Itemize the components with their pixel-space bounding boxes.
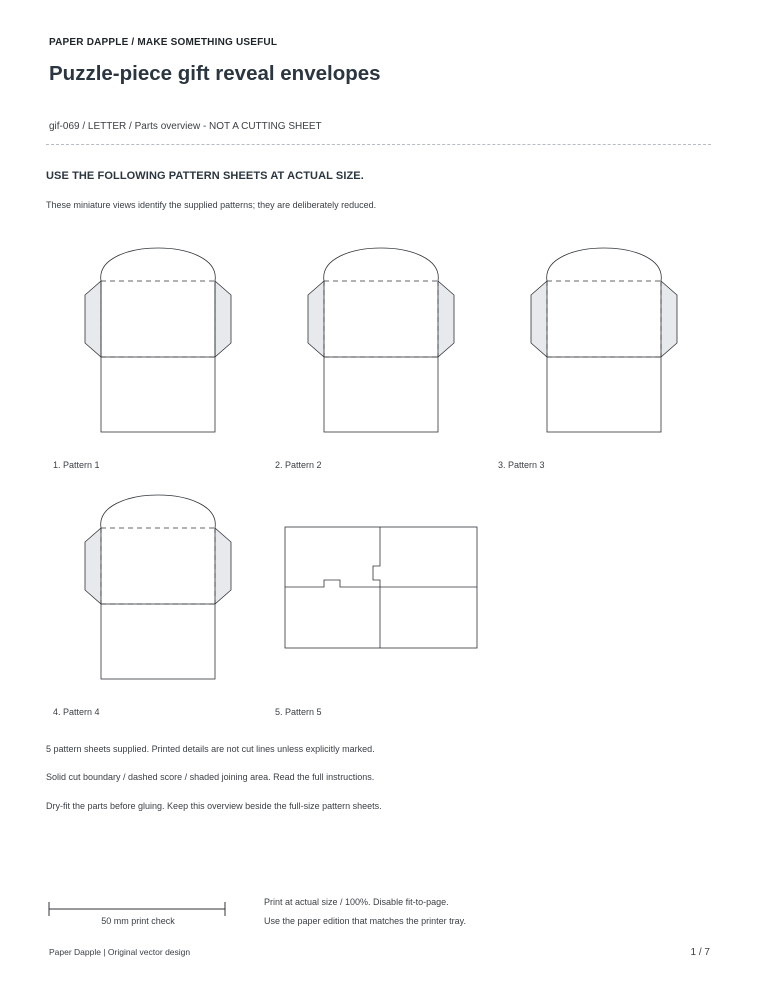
page-title: Puzzle-piece gift reveal envelopes	[49, 62, 381, 85]
document-meta: gif-069 / LETTER / Parts overview - NOT A CUTTING SHEET	[49, 121, 322, 132]
pattern-4-thumbnail	[80, 492, 240, 687]
note-line-legend: Solid cut boundary / dashed score / shaded joining area. Read the full instructions.	[46, 772, 375, 782]
pattern-2-thumbnail	[303, 245, 463, 440]
note-dry-fit: Dry-fit the parts before gluing. Keep this overview beside the full-size pattern sheets.	[46, 801, 382, 811]
scale-bar-label: 50 mm print check	[101, 916, 175, 926]
brand-line: PAPER DAPPLE / MAKE SOMETHING USEFUL	[49, 37, 278, 48]
pattern-3-caption: 3. Pattern 3	[498, 460, 545, 470]
pattern-5-thumbnail	[284, 526, 480, 650]
scale-bar	[48, 901, 228, 917]
pattern-1-thumbnail	[80, 245, 240, 440]
pattern-5-caption: 5. Pattern 5	[275, 707, 322, 717]
section-heading: USE THE FOLLOWING PATTERN SHEETS AT ACTUAL SIZE.	[46, 170, 364, 182]
dashed-divider	[46, 144, 711, 145]
note-sheets-supplied: 5 pattern sheets supplied. Printed details are not cut lines unless explicitly marked.	[46, 744, 375, 754]
page-number: 1 / 7	[690, 947, 710, 958]
print-note-actual-size: Print at actual size / 100%. Disable fit-to-page.	[264, 897, 449, 907]
section-intro: These miniature views identify the supplied patterns; they are deliberately reduced.	[46, 200, 377, 210]
print-note-paper: Use the paper edition that matches the printer tray.	[264, 916, 466, 926]
footer-credit: Paper Dapple | Original vector design	[49, 947, 191, 957]
pattern-4-caption: 4. Pattern 4	[53, 707, 100, 717]
pattern-1-caption: 1. Pattern 1	[53, 460, 100, 470]
pattern-2-caption: 2. Pattern 2	[275, 460, 322, 470]
pattern-3-thumbnail	[526, 245, 686, 440]
